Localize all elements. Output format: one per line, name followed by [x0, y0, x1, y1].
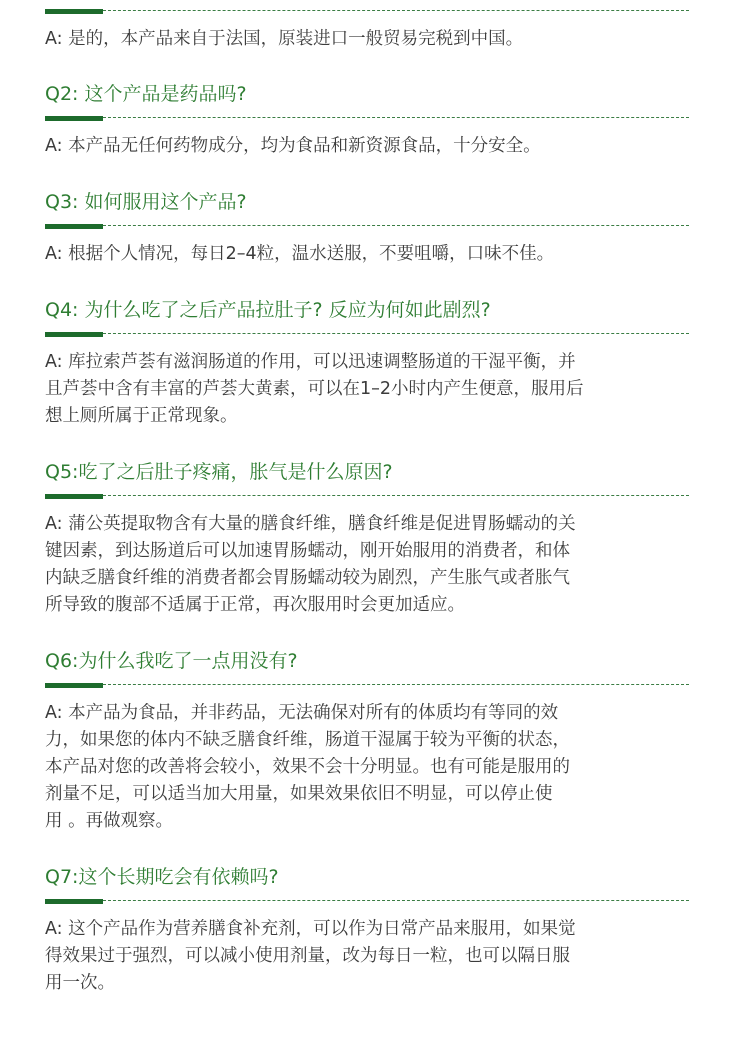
- answer-line: A: 根据个人情况，每日2–4粒，温水送服，不要咀嚼，口味不佳。: [45, 244, 555, 264]
- divider-dashed-line: [103, 333, 689, 334]
- section-divider: [45, 898, 689, 904]
- question-5: Q5:吃了之后肚子疼痛，胀气是什么原因?: [45, 461, 393, 483]
- divider-accent: [45, 899, 103, 904]
- answer-line: 本产品对您的改善将会较小，效果不会十分明显。也有可能是服用的: [45, 757, 570, 777]
- answer-line: A: 库拉索芦荟有滋润肠道的作用，可以迅速调整肠道的干湿平衡，并: [45, 352, 576, 372]
- answer-line: A: 蒲公英提取物含有大量的膳食纤维，膳食纤维是促进胃肠蠕动的关: [45, 514, 576, 534]
- answer-4: [45, 349, 695, 430]
- answer-line: A: 本产品为食品，并非药品，无法确保对所有的体质均有等同的效: [45, 703, 559, 723]
- answer-line: 用一次。: [45, 973, 115, 993]
- divider-accent: [45, 9, 103, 14]
- question-2: Q2: 这个产品是药品吗?: [45, 83, 247, 105]
- question-3: Q3: 如何服用这个产品?: [45, 191, 247, 213]
- answer-line: 键因素，到达肠道后可以加速胃肠蠕动，刚开始服用的消费者，和体: [45, 541, 570, 561]
- section-divider: [45, 8, 689, 14]
- answer-3: [45, 241, 695, 268]
- answer-line: 且芦荟中含有丰富的芦荟大黄素，可以在1–2小时内产生便意，服用后: [45, 379, 584, 399]
- divider-dashed-line: [103, 10, 689, 11]
- answer-line: 得效果过于强烈，可以减小使用剂量，改为每日一粒，也可以隔日服: [45, 946, 570, 966]
- answer-line: A: 是的，本产品来自于法国，原装进口一般贸易完税到中国。: [45, 29, 524, 49]
- answer-line: 想上厕所属于正常现象。: [45, 406, 238, 426]
- question-6: Q6:为什么我吃了一点用没有?: [45, 650, 298, 672]
- answer-line: A: 本产品无任何药物成分，均为食品和新资源食品，十分安全。: [45, 136, 541, 156]
- divider-accent: [45, 224, 103, 229]
- answer-1: [45, 26, 695, 53]
- answer-7: [45, 916, 695, 997]
- divider-accent: [45, 116, 103, 121]
- divider-dashed-line: [103, 495, 689, 496]
- section-divider: [45, 115, 689, 121]
- divider-dashed-line: [103, 684, 689, 685]
- question-7: Q7:这个长期吃会有依赖吗?: [45, 866, 279, 888]
- divider-dashed-line: [103, 117, 689, 118]
- answer-2: [45, 133, 695, 160]
- section-divider: [45, 493, 689, 499]
- divider-dashed-line: [103, 900, 689, 901]
- section-divider: [45, 682, 689, 688]
- divider-accent: [45, 683, 103, 688]
- answer-line: 内缺乏膳食纤维的消费者都会胃肠蠕动较为剧烈，产生胀气或者胀气: [45, 568, 570, 588]
- answer-line: A: 这个产品作为营养膳食补充剂，可以作为日常产品来服用，如果觉: [45, 919, 576, 939]
- answer-5: [45, 511, 695, 619]
- answer-6: [45, 700, 695, 835]
- divider-dashed-line: [103, 225, 689, 226]
- question-4: Q4: 为什么吃了之后产品拉肚子? 反应为何如此剧烈?: [45, 299, 491, 321]
- answer-line: 用 。再做观察。: [45, 811, 174, 831]
- answer-line: 力，如果您的体内不缺乏膳食纤维，肠道干湿属于较为平衡的状态，: [45, 730, 570, 750]
- section-divider: [45, 331, 689, 337]
- divider-accent: [45, 332, 103, 337]
- answer-line: 剂量不足，可以适当加大用量，如果效果依旧不明显，可以停止使: [45, 784, 553, 804]
- section-divider: [45, 223, 689, 229]
- answer-line: 所导致的腹部不适属于正常，再次服用时会更加适应。: [45, 595, 465, 615]
- divider-accent: [45, 494, 103, 499]
